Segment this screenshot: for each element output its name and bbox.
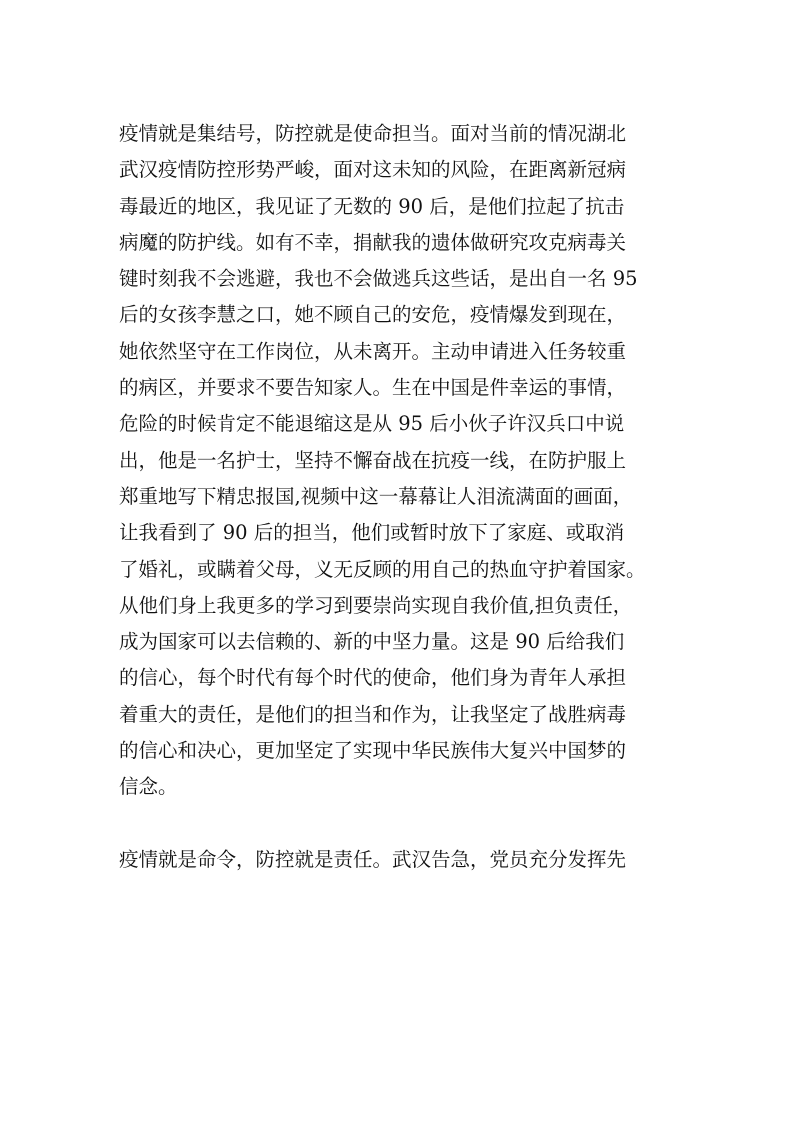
paragraph-line: 的病区，并要求不要告知家人。生在中国是件幸运的事情， <box>119 376 627 400</box>
paragraph-line: 病魔的防护线。如有不幸，捐献我的遗体做研究攻克病毒关 <box>119 230 627 254</box>
paragraph-line: 成为国家可以去信赖的、新的中坚力量。这是 90 后给我们 <box>119 630 625 654</box>
paragraph-line: 键时刻我不会逃避，我也不会做逃兵这些话，是出自一名 95 <box>119 267 638 291</box>
paragraph-1 <box>119 116 679 806</box>
paragraph-line: 信念。 <box>119 775 178 799</box>
paragraph-line: 了婚礼，或瞒着父母，义无反顾的用自己的热血守护着国家。 <box>119 557 646 581</box>
paragraph-line: 的信心，每个时代有每个时代的使命，他们身为青年人承担 <box>119 666 627 690</box>
paragraph-line: 出，他是一名护士，坚持不懈奋战在抗疫一线，在防护服上 <box>119 448 627 472</box>
document-body <box>119 116 679 878</box>
paragraph-line: 她依然坚守在工作岗位，从未离开。主动申请进入任务较重 <box>119 339 627 363</box>
paragraph-line: 的信心和决心，更加坚定了实现中华民族伟大复兴中国梦的 <box>119 739 627 763</box>
paragraph-line: 武汉疫情防控形势严峻，面对这未知的风险，在距离新冠病 <box>119 158 627 182</box>
paragraph-line: 疫情就是命令，防控就是责任。武汉告急，党员充分发挥先 <box>119 847 627 871</box>
paragraph-line: 后的女孩李慧之口，她不顾自己的安危，疫情爆发到现在， <box>119 303 627 327</box>
paragraph-2 <box>119 842 679 878</box>
paragraph-line: 让我看到了 90 后的担当，他们或暂时放下了家庭、或取消 <box>119 521 625 545</box>
paragraph-line: 疫情就是集结号，防控就是使命担当。面对当前的情况湖北 <box>119 122 627 145</box>
paragraph-line: 郑重地写下精忠报国,视频中这一幕幕让人泪流满面的画面， <box>119 484 633 508</box>
paragraph-line: 着重大的责任，是他们的担当和作为，让我坚定了战胜病毒 <box>119 702 627 726</box>
paragraph-line: 从他们身上我更多的学习到要崇尚实现自我价值,担负责任， <box>119 593 633 617</box>
paragraph-line: 毒最近的地区，我见证了无数的 90 后，是他们拉起了抗击 <box>119 194 625 218</box>
paragraph-line: 危险的时候肯定不能退缩这是从 95 后小伙子许汉兵口中说 <box>119 412 625 436</box>
